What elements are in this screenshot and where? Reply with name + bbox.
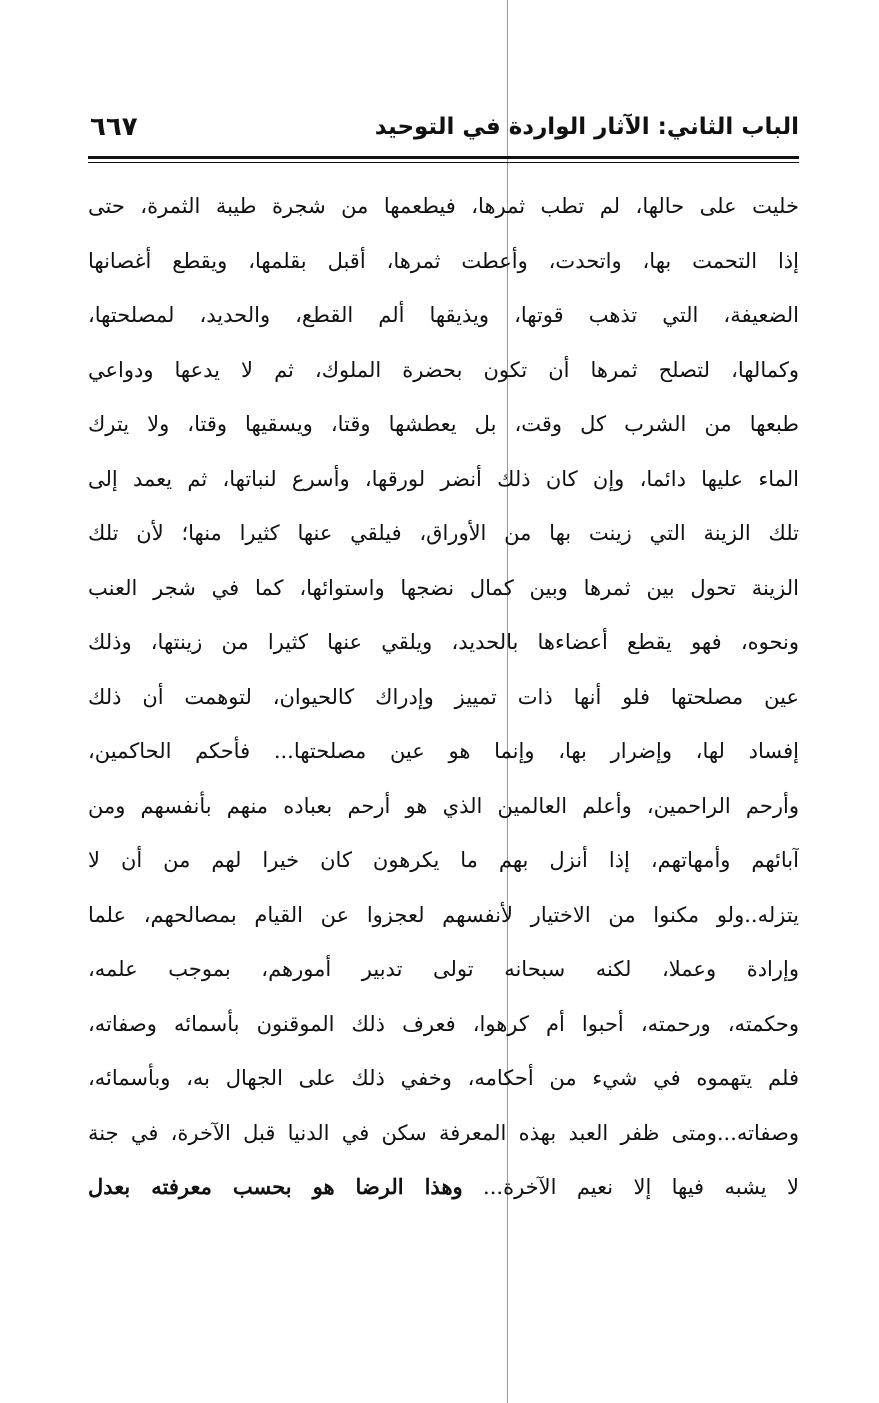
- running-title: الباب الثاني: الآثار الواردة في التوحيد: [374, 114, 799, 140]
- text-line: إذا التحمت بها، واتحدت، وأعطت ثمرها، أقبل بقلمها، ويقطع أغصانها: [88, 248, 799, 273]
- text-line: الماء عليها دائما، وإن كان ذلك أنضر لورقها، وأسرع لنباتها، ثم يعمد إلى: [88, 466, 799, 491]
- text-line: إفساد لها، وإضرار بها، وإنما هو عين مصلحتها... فأحكم الحاكمين،: [88, 739, 799, 763]
- text-line: تلك الزينة التي زينت بها من الأوراق، فيلقي عنها كثيرا منها؛ لأن تلك: [88, 521, 799, 545]
- body-text: [88, 179, 799, 1269]
- text-line: ونحوه، فهو يقطع أعضاءها بالحديد، ويلقي عنها كثيرا من زينتها، وذلك: [88, 630, 799, 654]
- last-line-regular-text: لا يشبه فيها إلا نعيم الآخرة...: [462, 1175, 799, 1199]
- text-line: وكمالها، لتصلح ثمرها أن تكون بحضرة الملوك، ثم لا يدعها ودواعي: [88, 357, 799, 382]
- text-line: يتزله..ولو مكنوا من الاختيار لأنفسهم لعجزوا عن القيام بمصالحهم، علما: [88, 902, 799, 927]
- text-line: وحكمته، ورحمته، أحبوا أم كرهوا، فعرف ذلك الموقنون بأسمائه وصفاته،: [88, 1011, 799, 1036]
- text-line: الزينة تحول بين ثمرها وبين كمال نضجها واستوائها، كما في شجر العنب: [88, 575, 799, 600]
- page-number: ٦٦٧: [90, 112, 138, 142]
- header-rule-thick: [88, 156, 799, 159]
- text-line-last: [88, 1160, 799, 1215]
- text-line: فلم يتهموه في شيء من أحكامه، وخفي ذلك على الجهال به، وبأسمائه،: [88, 1066, 799, 1090]
- text-line: الضعيفة، التي تذهب قوتها، ويذيقها ألم القطع، والحديد، لمصلحتها،: [88, 303, 799, 327]
- text-line: وأرحم الراحمين، وأعلم العالمين الذي هو أرحم بعباده منهم بأنفسهم ومن: [88, 793, 799, 818]
- text-line: طبعها من الشرب كل وقت، بل يعطشها وقتا، ويسقيها وقتا، ولا يترك: [88, 412, 799, 436]
- header-rule-thin: [88, 162, 799, 163]
- page-header: [88, 112, 799, 156]
- text-line: وصفاته...ومتى ظفر العبد بهذه المعرفة سكن في الدنيا قبل الآخرة، في جنة: [88, 1120, 799, 1145]
- text-line: خليت على حالها، لم تطب ثمرها، فيطعمها من شجرة طيبة الثمرة، حتى: [88, 194, 799, 218]
- last-line-bold-text: وهذا الرضا هو بحسب معرفته بعدل: [88, 1174, 463, 1199]
- text-line: عين مصلحتها فلو أنها ذات تمييز وإدراك كالحيوان، لتوهمت أن ذلك: [88, 684, 799, 709]
- text-line: آبائهم وأمهاتهم، إذا أنزل بهم ما يكرهون كان خيرا لهم من أن لا: [88, 848, 799, 872]
- text-line: وإرادة وعملا، لكنه سبحانه تولى تدبير أمورهم، بموجب علمه،: [88, 957, 799, 981]
